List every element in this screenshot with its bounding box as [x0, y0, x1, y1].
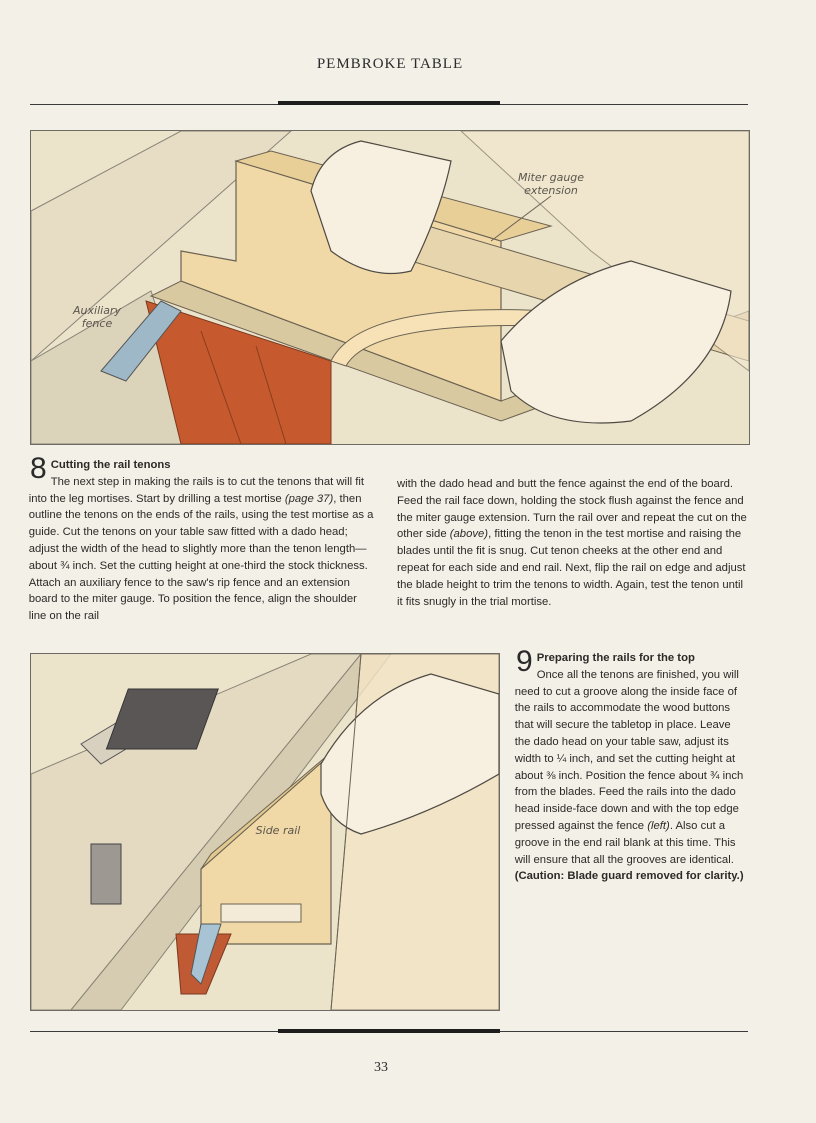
- step8-figure-ref: (above): [449, 528, 489, 541]
- header-rule-accent: [278, 101, 500, 105]
- step8-text-a: The next step in making the rails is to cut the tenons that will fit into the leg mortises. Start by drilling a test mortise: [28, 475, 365, 505]
- step8-page-ref: (page 37): [284, 492, 334, 505]
- step8-column-right: [397, 476, 747, 610]
- step8-number: 8: [30, 452, 47, 485]
- footer-rule-accent: [278, 1029, 500, 1033]
- step8-text-left: [29, 474, 375, 625]
- step8-column-left: [28, 452, 375, 625]
- step8-title: Cutting the rail tenons: [50, 459, 171, 471]
- step9-caution: (Caution: Blade guard removed for clarity.): [514, 870, 744, 883]
- step8-text-d: , fitting the tenon in the test mortise and raising the blades until the fit is snug. Cut tenon cheeks at the other end and repeat for each side and end rail. Next, flip the rail on edge and adjust the blade height to trim the tenons to width. Again, test the tenon until it fits snugly in the trial mortise.: [397, 528, 746, 608]
- tenon-cutting-illustration: [31, 131, 749, 444]
- page-number: 33: [374, 1060, 388, 1075]
- step9-number: 9: [516, 645, 533, 678]
- running-head: PEMBROKE TABLE: [316, 56, 464, 72]
- step9-figure-ref: (left): [647, 819, 670, 832]
- step8-heading: [28, 452, 375, 625]
- step9-text-a: Once all the tenons are finished, you will need to cut a groove along the inside face of the rails to accommodate the wood buttons that will secure the tabletop in place. Leave the dado head on your table saw, adjust its width to ¼ inch, and set the cutting height at about ⅜ inch. Position the fence about ¾ inch from the blades. Feed the rails into the dado head inside-face down and with the top edge pressed against the fence: [514, 668, 744, 832]
- step9-heading: [514, 645, 748, 885]
- step9-title: Preparing the rails for the top: [536, 652, 695, 664]
- label-miter-gauge-extension: Miter gauge extension: [517, 171, 585, 197]
- step8-text-c: with the dado head and butt the fence against the end of the board. Feed the rail face down, holding the stock flush against the fence and the miter gauge extension. Turn the rail over and repeat the cut on the other side: [397, 478, 747, 541]
- figure-groove-cutting: [30, 653, 500, 1011]
- figure-tenon-cutting: [30, 130, 750, 445]
- step9-column: [514, 645, 748, 885]
- label-side-rail: Side rail: [255, 824, 301, 837]
- step9-text-b: . Also cut a groove in the end rail blank at this time. This will ensure that all the grooves are identical.: [514, 819, 736, 866]
- step9-text: [515, 667, 748, 885]
- step8-text-b: , then outline the tenons on the ends of the rails, using the test mortise as a guide. Cut the tenons on your table saw fitted with a dado head; adjust the width of the head to slightly more than the tenon length—about ¾ inch. Set the cutting height at one-third the stock thickness. Attach an auxiliary fence to the saw's rip fence and an extension board to the miter gauge. To position the fence, align the shoulder line on the rail: [28, 492, 374, 623]
- step8-text-right: [397, 476, 747, 610]
- label-auxiliary-fence: Auxiliary fence: [73, 304, 121, 330]
